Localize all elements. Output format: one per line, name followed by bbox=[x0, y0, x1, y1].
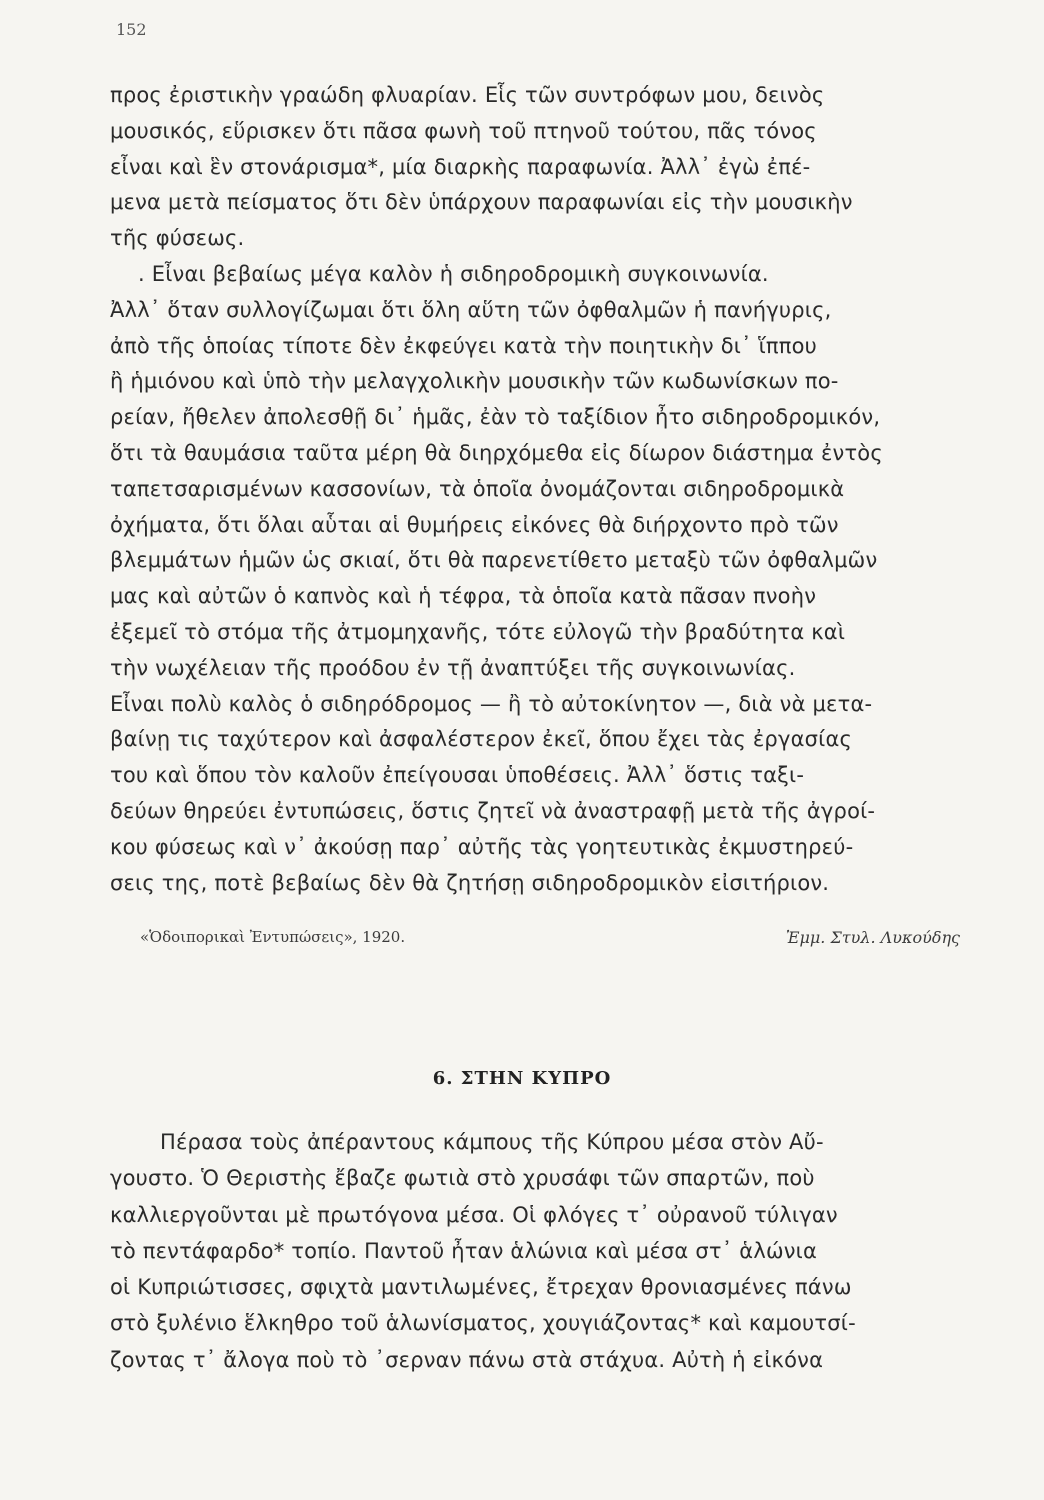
citation bbox=[110, 928, 980, 956]
text-line: ὅτι τὰ θαυμάσια ταῦτα μέρη θὰ διηρχόμεθα εἰς δίωρον διάστημα ἐντὸς bbox=[110, 440, 883, 465]
text-line: ἀπὸ τῆς ὁποίας τίποτε δὲν ἐκφεύγει κατὰ τὴν ποιητικὴν δι᾽ ἵππου bbox=[110, 333, 818, 358]
text-line: μας καὶ αὐτῶν ὁ καπνὸς καὶ ἡ τέφρα, τὰ ὁποῖα κατὰ πᾶσαν πνοὴν bbox=[110, 584, 817, 609]
text-line: οἱ Κυπριώτισσες, σφιχτὰ μαντιλωμένες, ἔτρεχαν θρονιασμένες πάνω bbox=[110, 1275, 852, 1300]
citation-author: Ἐμμ. Στυλ. Λυκούδης bbox=[785, 928, 960, 947]
text-line: Πέρασα τοὺς ἀπέραντους κάμπους τῆς Κύπρου μέσα στὸν Αὔ- bbox=[160, 1130, 824, 1154]
text-line: δεύων θηρεύει ἐντυπώσεις, ὅστις ζητεῖ νὰ ἀναστραφῇ μετὰ τῆς ἀγροί- bbox=[110, 798, 876, 823]
text-line: τὴν νωχέλειαν τῆς προόδου ἐν τῇ ἀναπτύξει τῆς συγκοινωνίας. bbox=[110, 655, 796, 680]
text-line: ἐξεμεῖ τὸ στόμα τῆς ἀτμομηχανῆς, τότε εὐλογῶ τὴν βραδύτητα καὶ bbox=[110, 619, 846, 644]
text-line: γουστο. Ὁ Θεριστὴς ἔβαζε φωτιὰ στὸ χρυσάφι τῶν σπαρτῶν, ποὺ bbox=[110, 1166, 815, 1191]
text-line: εἶναι καὶ ἓν στονάρισμα*, μία διαρκὴς παραφωνία. Ἀλλ᾽ ἐγὼ ἐπέ- bbox=[110, 154, 811, 179]
text-line: προς ἐριστικὴν γραώδη φλυαρίαν. Εἷς τῶν συντρόφων μου, δεινὸς bbox=[110, 83, 825, 107]
section-heading: 6. ΣΤΗΝ ΚΥΠΡΟ bbox=[432, 1068, 612, 1089]
text-line: μενα μετὰ πείσματος ὅτι δὲν ὑπάρχουν παραφωνίαι εἰς τὴν μουσικὴν bbox=[110, 190, 853, 215]
excerpt-paragraphs bbox=[110, 78, 980, 901]
text-line: του καὶ ὅπου τὸν καλοῦν ἐπείγουσαι ὑποθέσεις. Ἀλλ᾽ ὅστις ταξι- bbox=[110, 763, 805, 788]
text-line: σεις της, ποτὲ βεβαίως δὲν θὰ ζητήσῃ σιδηροδρομικὸν εἰσιτήριον. bbox=[110, 870, 830, 895]
section-paragraph bbox=[110, 1124, 980, 1378]
text-line: Εἶναι πολὺ καλὸς ὁ σιδηρόδρομος — ἢ τὸ αὐτοκίνητον —, διὰ νὰ μετα- bbox=[110, 691, 873, 716]
page-number: 152 bbox=[116, 20, 147, 39]
text-line: βαίνῃ τις ταχύτερον καὶ ἀσφαλέστερον ἐκεῖ, ὅπου ἔχει τὰς ἐργασίας bbox=[110, 727, 853, 752]
text-line: ζοντας τ᾽ ἄλογα ποὺ τὸ ᾽σερναν πάνω στὰ στάχυα. Αὐτὴ ἡ εἰκόνα bbox=[110, 1347, 824, 1372]
text-line: τῆς φύσεως. bbox=[110, 226, 245, 251]
text-line: καλλιεργοῦνται μὲ πρωτόγονα μέσα. Οἱ φλόγες τ᾽ οὐρανοῦ τύλιγαν bbox=[110, 1202, 838, 1227]
text-line: ρείαν, ἤθελεν ἀπολεσθῇ δι᾽ ἡμᾶς, ἐὰν τὸ ταξίδιον ἦτο σιδηροδρομικόν, bbox=[110, 405, 881, 430]
text-line: ὀχήματα, ὅτι ὅλαι αὗται αἱ θυμήρεις εἰκόνες θὰ διήρχοντο πρὸ τῶν bbox=[110, 512, 839, 537]
text-line: κου φύσεως καὶ ν᾽ ἀκούσῃ παρ᾽ αὐτῆς τὰς γοητευτικὰς ἐκμυστηρεύ- bbox=[110, 834, 854, 859]
text-line: βλεμμάτων ἡμῶν ὡς σκιαί, ὅτι θὰ παρενετίθετο μεταξὺ τῶν ὀφθαλμῶν bbox=[110, 548, 878, 573]
text-line: ἢ ἡμιόνου καὶ ὑπὸ τὴν μελαγχολικὴν μουσικὴν τῶν κωδωνίσκων πο- bbox=[110, 369, 839, 394]
text-line: στὸ ξυλένιο ἕλκηθρο τοῦ ἁλωνίσματος, χουγιάζοντας* καὶ καμουτσί- bbox=[110, 1311, 856, 1336]
text-line: ταπετσαρισμένων κασσονίων, τὰ ὁποῖα ὀνομάζονται σιδηροδρομικὰ bbox=[110, 476, 845, 501]
text-line: Ἀλλ᾽ ὅταν συλλογίζωμαι ὅτι ὅλη αὕτη τῶν ὀφθαλμῶν ἡ πανήγυρις, bbox=[110, 297, 832, 322]
text-line: τὸ πεντάφαρδο* τοπίο. Παντοῦ ἦταν ἁλώνια καὶ μέσα στ᾽ ἁλώνια bbox=[110, 1238, 818, 1263]
citation-source: «Ὁδοιπορικαὶ Ἐντυπώσεις», 1920. bbox=[140, 928, 406, 946]
text-line: . Εἶναι βεβαίως μέγα καλὸν ἡ σιδηροδρομικὴ συγκοινωνία. bbox=[138, 261, 769, 286]
text-line: μουσικός, εὕρισκεν ὅτι πᾶσα φωνὴ τοῦ πτηνοῦ τούτου, πᾶς τόνος bbox=[110, 118, 817, 143]
